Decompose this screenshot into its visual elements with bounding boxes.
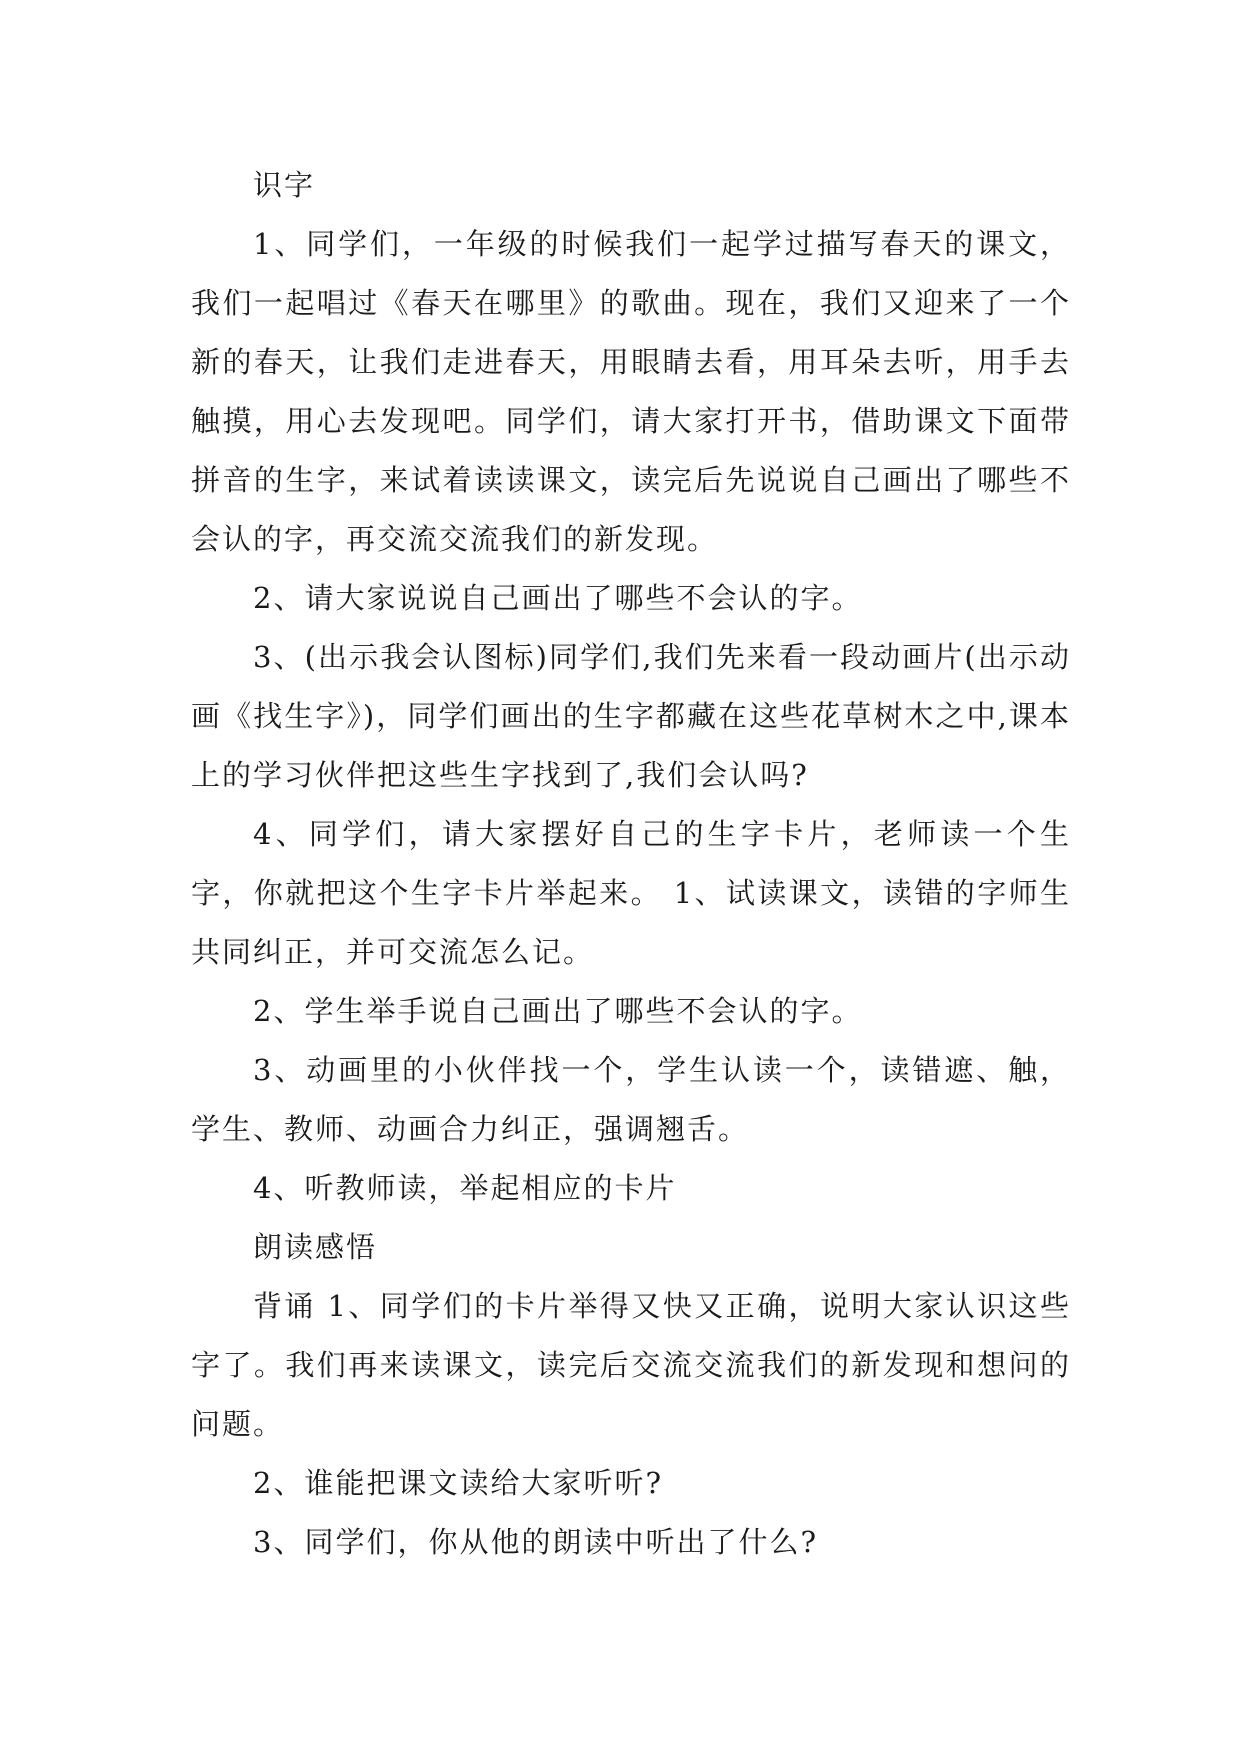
paragraph: 2、谁能把课文读给大家听听? — [253, 1466, 663, 1500]
paragraph: 4、同学们，请大家摆好自己的生字卡片，老师读一个生字，你就把这个生字卡片举起来。 1、试读课文，读错的字师生共同纠正，并可交流怎么记。 — [191, 817, 1071, 969]
paragraph: 2、请大家说说自己画出了哪些不会认的字。 — [253, 581, 863, 615]
paragraph: 3、(出示我会认图标)同学们,我们先来看一段动画片(出示动画《找生字》)，同学们画出的生字都藏在这些花草树木之中,课本上的学习伙伴把这些生字找到了,我们会认吗? — [191, 640, 1071, 792]
paragraph: 3、同学们，你从他的朗读中听出了什么? — [253, 1525, 818, 1559]
paragraph: 3、动画里的小伙伴找一个，学生认读一个，读错遮、触，学生、教师、动画合力纠正，强调翘舌。 — [191, 1053, 1071, 1146]
section-heading-shizi: 识字 — [253, 168, 316, 202]
paragraph: 1、同学们，一年级的时候我们一起学过描写春天的课文，我们一起唱过《春天在哪里》的歌曲。现在，我们又迎来了一个新的春天，让我们走进春天，用眼睛去看，用耳朵去听，用手去触摸，用心去发现吧。同学们，请大家打开书，借助课文下面带拼音的生字，来试着读读课文，读完后先说说自己画出了哪些不会认的字，再交流交流我们的新发现。 — [191, 227, 1071, 556]
paragraph: 4、听教师读，举起相应的卡片 — [253, 1171, 677, 1205]
document-body — [191, 156, 1071, 1572]
paragraph: 2、学生举手说自己画出了哪些不会认的字。 — [253, 994, 863, 1028]
paragraph: 背诵 1、同学们的卡片举得又快又正确，说明大家认识这些字了。我们再来读课文，读完后交流交流我们的新发现和想问的问题。 — [191, 1289, 1071, 1441]
section-heading-langdu: 朗读感悟 — [253, 1230, 378, 1264]
